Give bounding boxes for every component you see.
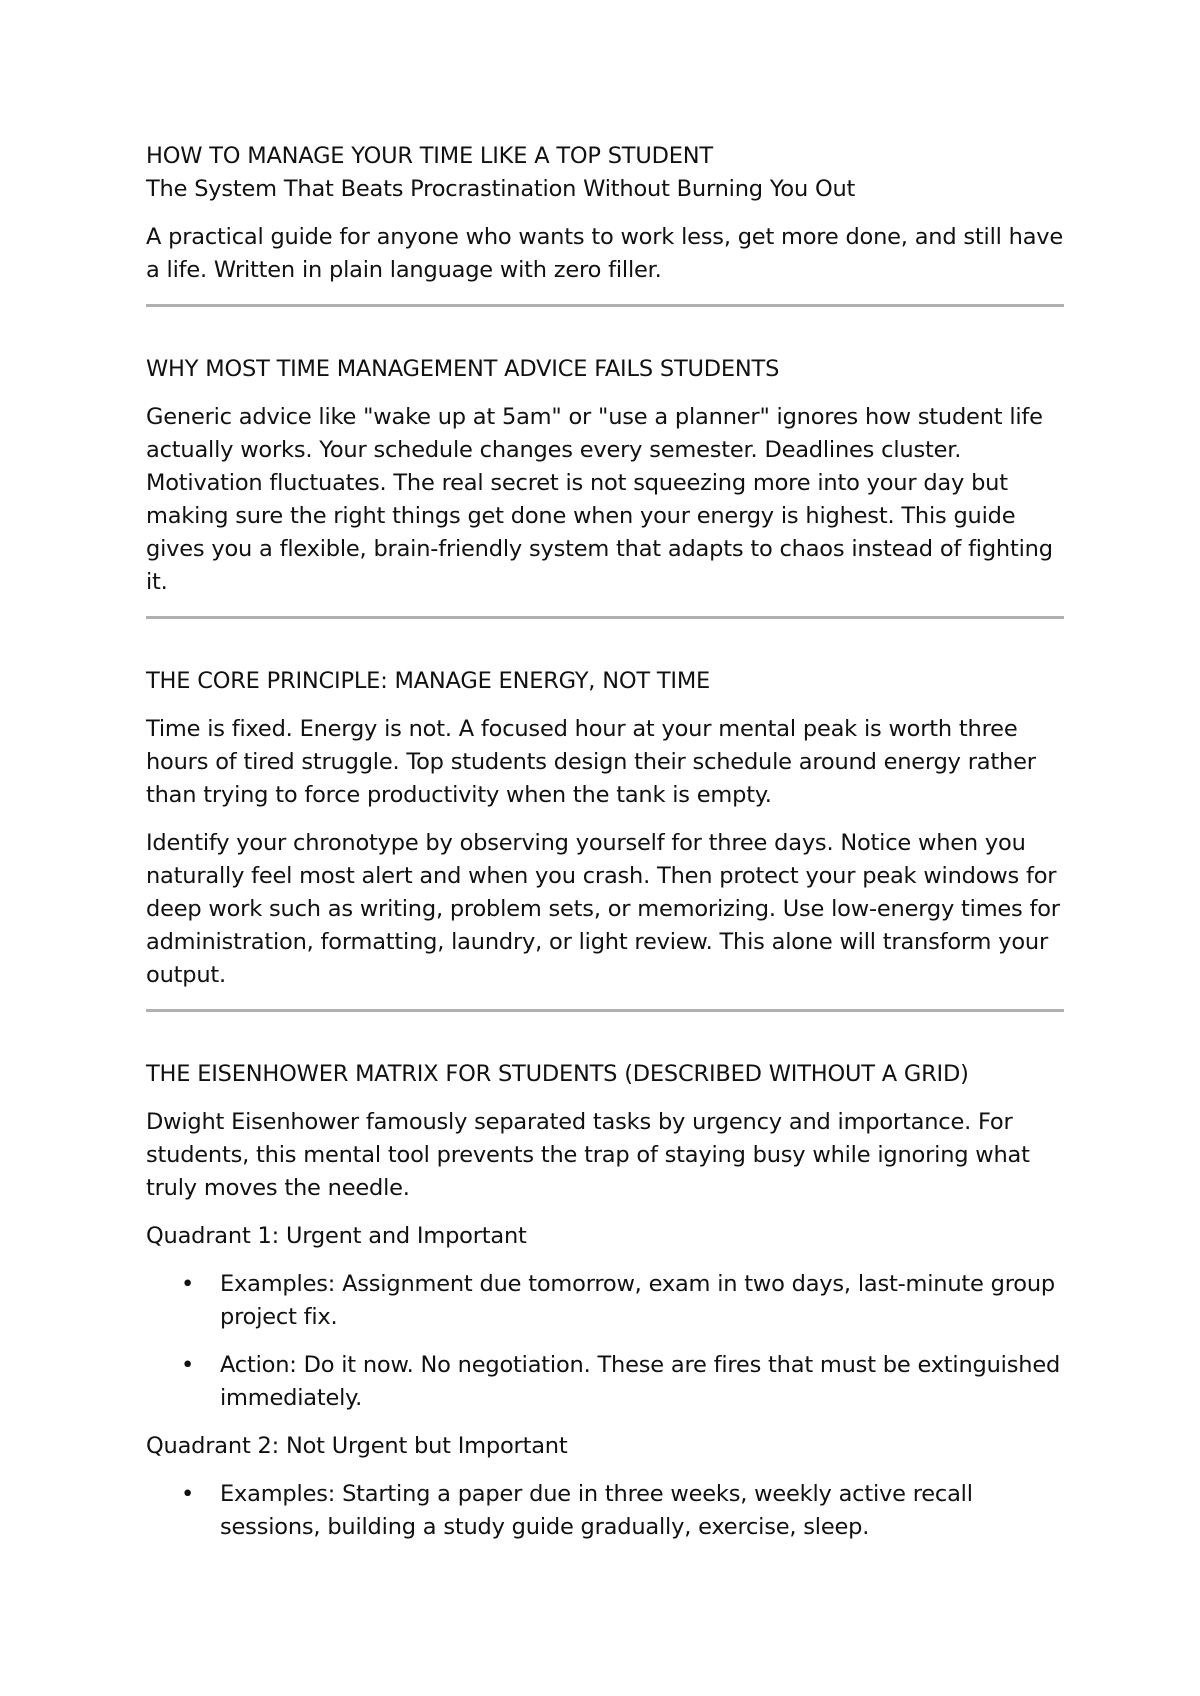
bullet-icon: • [181,1481,195,1507]
section-heading-matrix: THE EISENHOWER MATRIX FOR STUDENTS (DESCRIBED WITHOUT A GRID) [146,1061,969,1087]
bullet-icon: • [181,1352,195,1378]
section-divider [146,616,1064,619]
list-item [146,1349,1064,1415]
document-subtitle: The System That Beats Procrastination Without Burning You Out [146,176,856,202]
why-paragraph: Generic advice like "wake up at 5am" or "use a planner" ignores how student life actually works. Your schedule changes every semester. Deadlines cluster. Motivation fluctuates. The real secret is not squeezing more into your day but making sure the right things get done when your energy is highest. This guide gives you a flexible, brain-friendly system that adapts to chaos instead of fighting it. [146,404,1053,595]
quadrant-1-label: Quadrant 1: Urgent and Important [146,1223,527,1249]
core-paragraph-2: Identify your chronotype by observing yourself for three days. Notice when you naturally feel most alert and when you crash. Then protect your peak windows for deep work such as writing, problem sets, or memorizing. Use low-energy times for administration, formatting, laundry, or light review. This alone will transform your output. [146,830,1060,988]
list-item-text: Examples: Starting a paper due in three weeks, weekly active recall sessions, building a study guide gradually, exercise, sleep. [220,1481,973,1540]
list-item-text: Examples: Assignment due tomorrow, exam in two days, last-minute group project fix. [220,1271,1055,1330]
quadrant-1-list [146,1268,1064,1415]
matrix-paragraph: Dwight Eisenhower famously separated tasks by urgency and importance. For students, this mental tool prevents the trap of staying busy while ignoring what truly moves the needle. [146,1109,1030,1201]
quadrant-2-list [146,1478,1064,1544]
list-item [146,1478,1064,1544]
list-item [146,1268,1064,1334]
document-title: HOW TO MANAGE YOUR TIME LIKE A TOP STUDENT [146,143,713,169]
bullet-icon: • [181,1271,195,1297]
section-divider [146,1009,1064,1012]
section-heading-why: WHY MOST TIME MANAGEMENT ADVICE FAILS STUDENTS [146,356,780,382]
list-item-text: Action: Do it now. No negotiation. These are fires that must be extinguished immediately. [220,1352,1061,1411]
document-page [146,140,1064,1559]
intro-paragraph: A practical guide for anyone who wants to work less, get more done, and still have a life. Written in plain language with zero filler. [146,224,1064,283]
core-paragraph-1: Time is fixed. Energy is not. A focused hour at your mental peak is worth three hours of tired struggle. Top students design their schedule around energy rather than trying to force productivity when the tank is empty. [146,716,1036,808]
section-divider [146,304,1064,307]
quadrant-2-label: Quadrant 2: Not Urgent but Important [146,1433,568,1459]
section-heading-core: THE CORE PRINCIPLE: MANAGE ENERGY, NOT TIME [146,668,711,694]
